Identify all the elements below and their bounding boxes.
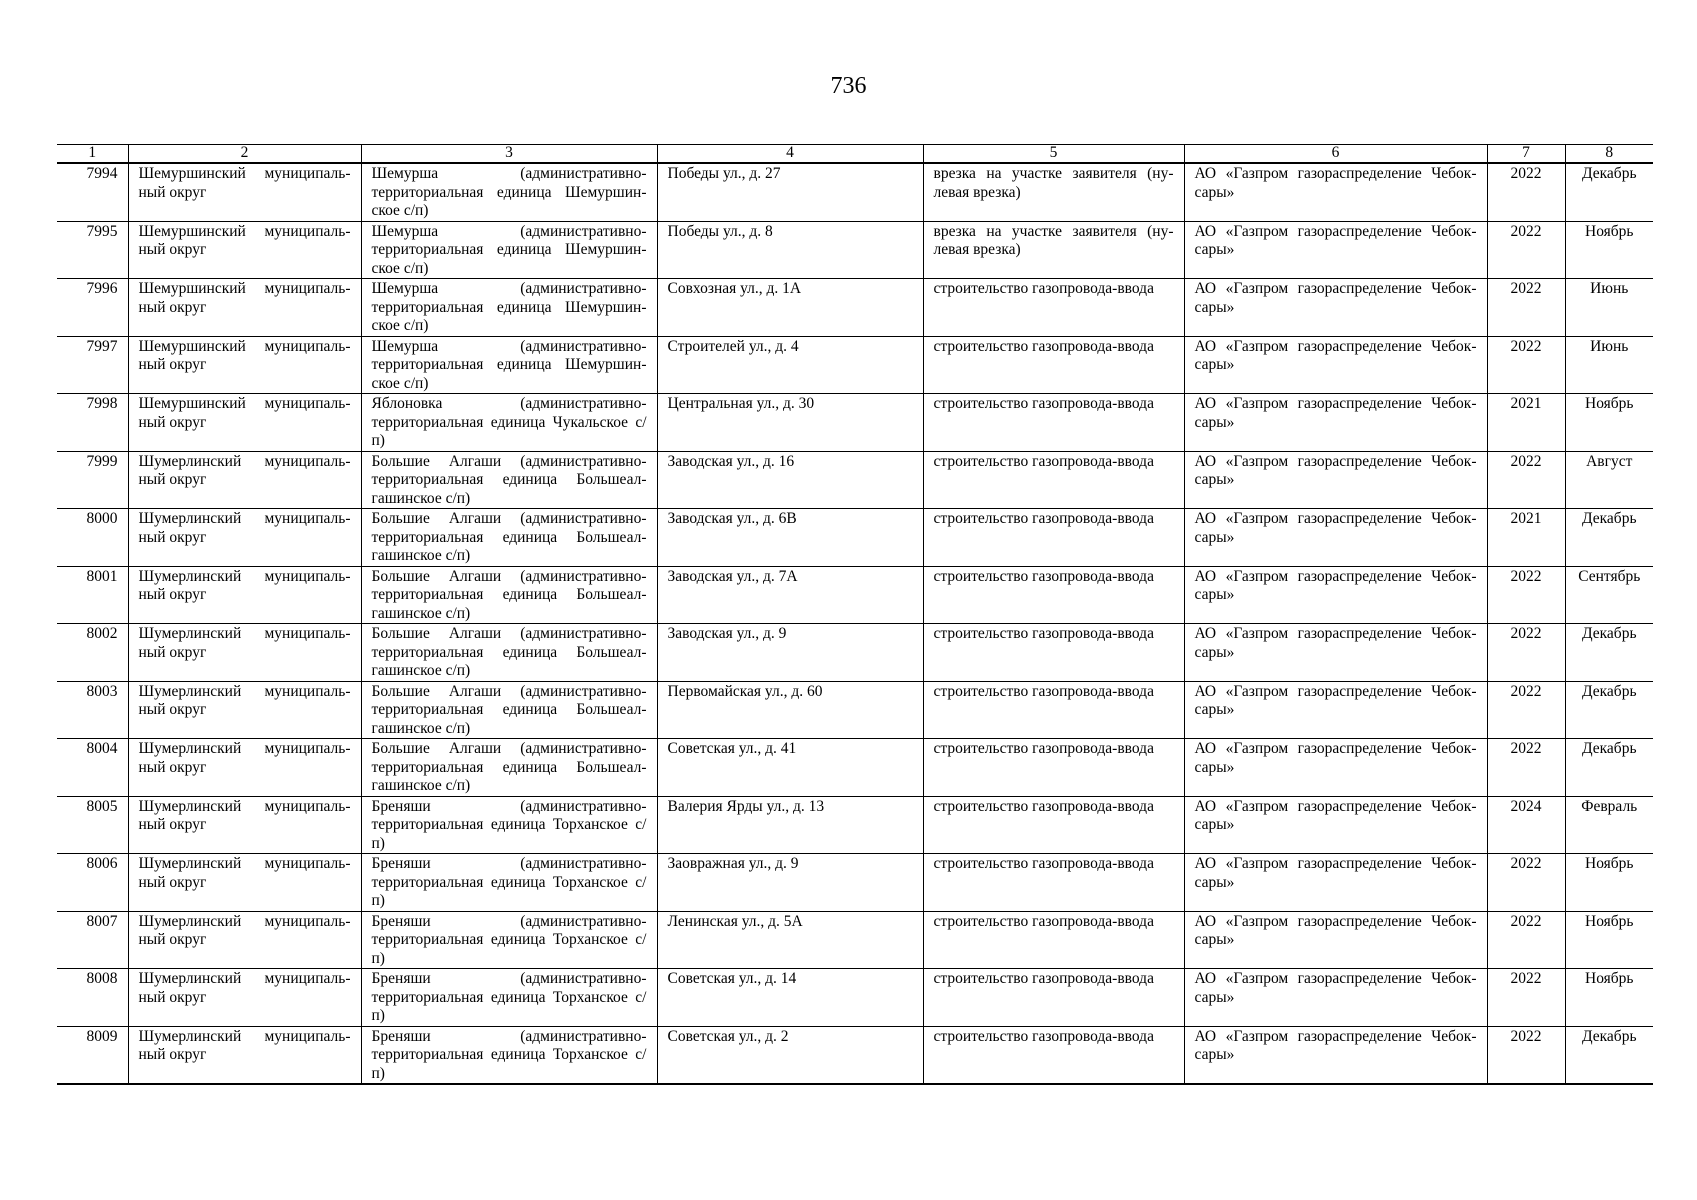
locality-cell: Большие Алгаши (административно-территориальная единица Большеал-гашинское с/п) xyxy=(361,681,657,739)
table-row xyxy=(57,1026,1653,1084)
organization-cell: АО «Газпром газораспределение Чебок-сары» xyxy=(1184,739,1487,797)
table-row xyxy=(57,221,1653,279)
district-cell: Шемуршинский муниципаль-ный округ xyxy=(128,279,361,337)
year-cell: 2022 xyxy=(1487,221,1565,279)
gasification-table xyxy=(57,144,1653,1085)
address-cell: Советская ул., д. 14 xyxy=(657,969,923,1027)
work-type-cell: строительство газопровода-ввода xyxy=(923,681,1184,739)
month-cell: Декабрь xyxy=(1565,739,1653,797)
address-cell: Заводская ул., д. 6В xyxy=(657,509,923,567)
district-cell: Шемуршинский муниципаль-ный округ xyxy=(128,336,361,394)
district-cell: Шумерлинский муниципаль-ный округ xyxy=(128,911,361,969)
work-type-cell: врезка на участке заявителя (ну-левая врезка) xyxy=(923,163,1184,221)
month-cell: Июнь xyxy=(1565,336,1653,394)
work-type-cell: строительство газопровода-ввода xyxy=(923,394,1184,452)
organization-cell: АО «Газпром газораспределение Чебок-сары» xyxy=(1184,969,1487,1027)
district-cell: Шумерлинский муниципаль-ный округ xyxy=(128,969,361,1027)
year-cell: 2022 xyxy=(1487,681,1565,739)
locality-cell: Шемурша (административно-территориальная единица Шемуршин-ское с/п) xyxy=(361,336,657,394)
row-number-cell: 8000 xyxy=(57,509,128,567)
month-cell: Декабрь xyxy=(1565,163,1653,221)
column-header: 6 xyxy=(1184,145,1487,164)
month-cell: Ноябрь xyxy=(1565,854,1653,912)
month-cell: Декабрь xyxy=(1565,509,1653,567)
work-type-cell: строительство газопровода-ввода xyxy=(923,509,1184,567)
locality-cell: Большие Алгаши (административно-территориальная единица Большеал-гашинское с/п) xyxy=(361,451,657,509)
table-row xyxy=(57,451,1653,509)
month-cell: Сентябрь xyxy=(1565,566,1653,624)
table-row xyxy=(57,394,1653,452)
work-type-cell: строительство газопровода-ввода xyxy=(923,739,1184,797)
work-type-cell: строительство газопровода-ввода xyxy=(923,854,1184,912)
address-cell: Заовражная ул., д. 9 xyxy=(657,854,923,912)
row-number-cell: 8008 xyxy=(57,969,128,1027)
page-number: 736 xyxy=(830,73,867,99)
locality-cell: Бреняши (административно-территориальная единица Торханское с/п) xyxy=(361,1026,657,1084)
year-cell: 2022 xyxy=(1487,163,1565,221)
locality-cell: Бреняши (административно-территориальная единица Торханское с/п) xyxy=(361,796,657,854)
locality-cell: Бреняши (административно-территориальная единица Торханское с/п) xyxy=(361,911,657,969)
column-header: 2 xyxy=(128,145,361,164)
address-cell: Центральная ул., д. 30 xyxy=(657,394,923,452)
locality-cell: Шемурша (административно-территориальная единица Шемуршин-ское с/п) xyxy=(361,163,657,221)
district-cell: Шумерлинский муниципаль-ный округ xyxy=(128,566,361,624)
year-cell: 2022 xyxy=(1487,969,1565,1027)
address-cell: Заводская ул., д. 7А xyxy=(657,566,923,624)
month-cell: Ноябрь xyxy=(1565,911,1653,969)
district-cell: Шумерлинский муниципаль-ный округ xyxy=(128,681,361,739)
table-row xyxy=(57,911,1653,969)
organization-cell: АО «Газпром газораспределение Чебок-сары» xyxy=(1184,279,1487,337)
column-header: 3 xyxy=(361,145,657,164)
locality-cell: Большие Алгаши (административно-территориальная единица Большеал-гашинское с/п) xyxy=(361,739,657,797)
column-header: 1 xyxy=(57,145,128,164)
organization-cell: АО «Газпром газораспределение Чебок-сары» xyxy=(1184,509,1487,567)
address-cell: Победы ул., д. 27 xyxy=(657,163,923,221)
row-number-cell: 8002 xyxy=(57,624,128,682)
year-cell: 2022 xyxy=(1487,739,1565,797)
address-cell: Совхозная ул., д. 1А xyxy=(657,279,923,337)
table-row xyxy=(57,336,1653,394)
address-cell: Победы ул., д. 8 xyxy=(657,221,923,279)
district-cell: Шумерлинский муниципаль-ный округ xyxy=(128,624,361,682)
year-cell: 2021 xyxy=(1487,394,1565,452)
row-number-cell: 8004 xyxy=(57,739,128,797)
work-type-cell: строительство газопровода-ввода xyxy=(923,336,1184,394)
year-cell: 2021 xyxy=(1487,509,1565,567)
locality-cell: Шемурша (административно-территориальная единица Шемуршин-ское с/п) xyxy=(361,279,657,337)
work-type-cell: строительство газопровода-ввода xyxy=(923,279,1184,337)
row-number-cell: 8006 xyxy=(57,854,128,912)
work-type-cell: строительство газопровода-ввода xyxy=(923,624,1184,682)
district-cell: Шумерлинский муниципаль-ный округ xyxy=(128,509,361,567)
row-number-cell: 8009 xyxy=(57,1026,128,1084)
table-row xyxy=(57,566,1653,624)
table-row xyxy=(57,969,1653,1027)
column-header: 8 xyxy=(1565,145,1653,164)
table-row xyxy=(57,796,1653,854)
row-number-cell: 8003 xyxy=(57,681,128,739)
district-cell: Шумерлинский муниципаль-ный округ xyxy=(128,796,361,854)
organization-cell: АО «Газпром газораспределение Чебок-сары» xyxy=(1184,336,1487,394)
district-cell: Шумерлинский муниципаль-ный округ xyxy=(128,1026,361,1084)
work-type-cell: строительство газопровода-ввода xyxy=(923,911,1184,969)
month-cell: Август xyxy=(1565,451,1653,509)
address-cell: Строителей ул., д. 4 xyxy=(657,336,923,394)
organization-cell: АО «Газпром газораспределение Чебок-сары» xyxy=(1184,796,1487,854)
locality-cell: Яблоновка (административно-территориальная единица Чукальское с/п) xyxy=(361,394,657,452)
locality-cell: Бреняши (административно-территориальная единица Торханское с/п) xyxy=(361,969,657,1027)
address-cell: Заводская ул., д. 9 xyxy=(657,624,923,682)
organization-cell: АО «Газпром газораспределение Чебок-сары» xyxy=(1184,221,1487,279)
year-cell: 2022 xyxy=(1487,451,1565,509)
organization-cell: АО «Газпром газораспределение Чебок-сары» xyxy=(1184,394,1487,452)
organization-cell: АО «Газпром газораспределение Чебок-сары» xyxy=(1184,566,1487,624)
month-cell: Декабрь xyxy=(1565,681,1653,739)
row-number-cell: 8005 xyxy=(57,796,128,854)
year-cell: 2022 xyxy=(1487,279,1565,337)
month-cell: Ноябрь xyxy=(1565,394,1653,452)
district-cell: Шумерлинский муниципаль-ный округ xyxy=(128,739,361,797)
table-body xyxy=(57,163,1653,1084)
month-cell: Декабрь xyxy=(1565,624,1653,682)
organization-cell: АО «Газпром газораспределение Чебок-сары» xyxy=(1184,163,1487,221)
organization-cell: АО «Газпром газораспределение Чебок-сары» xyxy=(1184,681,1487,739)
address-cell: Заводская ул., д. 16 xyxy=(657,451,923,509)
year-cell: 2024 xyxy=(1487,796,1565,854)
year-cell: 2022 xyxy=(1487,566,1565,624)
table-row xyxy=(57,854,1653,912)
address-cell: Валерия Ярды ул., д. 13 xyxy=(657,796,923,854)
row-number-cell: 7997 xyxy=(57,336,128,394)
table-row xyxy=(57,739,1653,797)
locality-cell: Большие Алгаши (административно-территориальная единица Большеал-гашинское с/п) xyxy=(361,509,657,567)
row-number-cell: 7994 xyxy=(57,163,128,221)
district-cell: Шемуршинский муниципаль-ный округ xyxy=(128,394,361,452)
organization-cell: АО «Газпром газораспределение Чебок-сары» xyxy=(1184,911,1487,969)
work-type-cell: врезка на участке заявителя (ну-левая врезка) xyxy=(923,221,1184,279)
work-type-cell: строительство газопровода-ввода xyxy=(923,566,1184,624)
year-cell: 2022 xyxy=(1487,1026,1565,1084)
year-cell: 2022 xyxy=(1487,911,1565,969)
table-row xyxy=(57,681,1653,739)
month-cell: Июнь xyxy=(1565,279,1653,337)
district-cell: Шемуршинский муниципаль-ный округ xyxy=(128,163,361,221)
locality-cell: Шемурша (административно-территориальная единица Шемуршин-ское с/п) xyxy=(361,221,657,279)
address-cell: Советская ул., д. 2 xyxy=(657,1026,923,1084)
table-row xyxy=(57,163,1653,221)
locality-cell: Большие Алгаши (административно-территориальная единица Большеал-гашинское с/п) xyxy=(361,566,657,624)
organization-cell: АО «Газпром газораспределение Чебок-сары» xyxy=(1184,1026,1487,1084)
organization-cell: АО «Газпром газораспределение Чебок-сары» xyxy=(1184,451,1487,509)
organization-cell: АО «Газпром газораспределение Чебок-сары» xyxy=(1184,854,1487,912)
address-cell: Первомайская ул., д. 60 xyxy=(657,681,923,739)
year-cell: 2022 xyxy=(1487,624,1565,682)
month-cell: Ноябрь xyxy=(1565,969,1653,1027)
work-type-cell: строительство газопровода-ввода xyxy=(923,1026,1184,1084)
organization-cell: АО «Газпром газораспределение Чебок-сары» xyxy=(1184,624,1487,682)
column-number-row xyxy=(57,145,1653,164)
column-header: 5 xyxy=(923,145,1184,164)
table-row xyxy=(57,509,1653,567)
district-cell: Шумерлинский муниципаль-ный округ xyxy=(128,854,361,912)
address-cell: Советская ул., д. 41 xyxy=(657,739,923,797)
table-row xyxy=(57,279,1653,337)
locality-cell: Большие Алгаши (административно-территориальная единица Большеал-гашинское с/п) xyxy=(361,624,657,682)
column-header: 7 xyxy=(1487,145,1565,164)
row-number-cell: 7999 xyxy=(57,451,128,509)
row-number-cell: 8001 xyxy=(57,566,128,624)
month-cell: Декабрь xyxy=(1565,1026,1653,1084)
district-cell: Шемуршинский муниципаль-ный округ xyxy=(128,221,361,279)
row-number-cell: 8007 xyxy=(57,911,128,969)
row-number-cell: 7998 xyxy=(57,394,128,452)
work-type-cell: строительство газопровода-ввода xyxy=(923,969,1184,1027)
work-type-cell: строительство газопровода-ввода xyxy=(923,796,1184,854)
address-cell: Ленинская ул., д. 5А xyxy=(657,911,923,969)
locality-cell: Бреняши (административно-территориальная единица Торханское с/п) xyxy=(361,854,657,912)
work-type-cell: строительство газопровода-ввода xyxy=(923,451,1184,509)
row-number-cell: 7995 xyxy=(57,221,128,279)
year-cell: 2022 xyxy=(1487,336,1565,394)
month-cell: Февраль xyxy=(1565,796,1653,854)
table-row xyxy=(57,624,1653,682)
column-header: 4 xyxy=(657,145,923,164)
district-cell: Шумерлинский муниципаль-ный округ xyxy=(128,451,361,509)
year-cell: 2022 xyxy=(1487,854,1565,912)
row-number-cell: 7996 xyxy=(57,279,128,337)
month-cell: Ноябрь xyxy=(1565,221,1653,279)
